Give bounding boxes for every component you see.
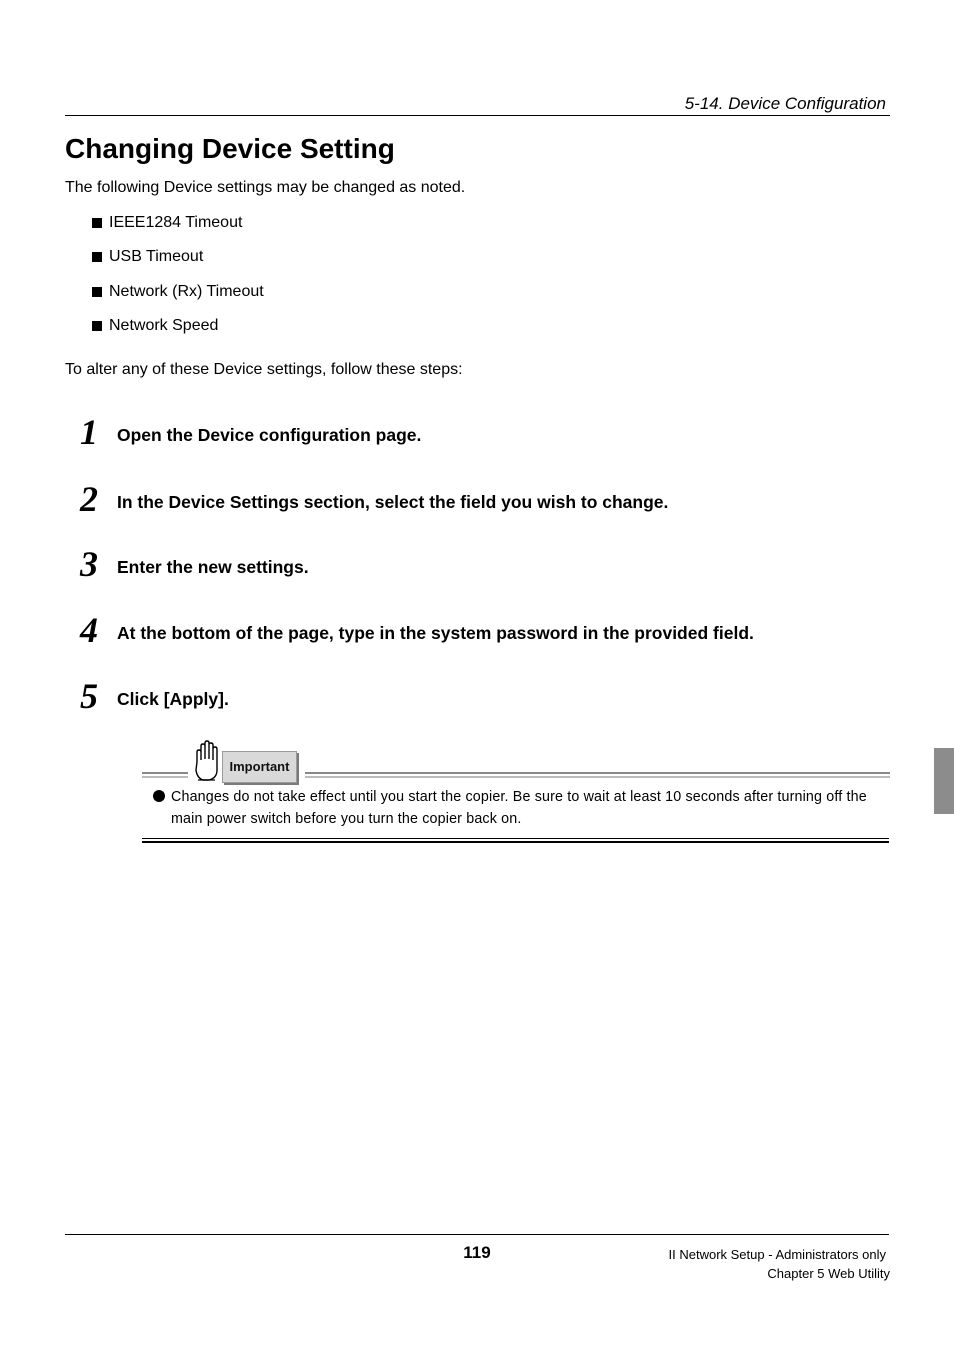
footer-chapter: Chapter 5 Web Utility [767,1266,890,1281]
list-item [92,281,264,315]
important-text: Changes do not take effect until you start the copier. Be sure to wait at least 10 seconds after turning off the main power switch before you turn the copier back on. [171,789,867,827]
page-number: 119 [463,1243,491,1262]
step-text: At the bottom of the page, type in the system password in the provided field. [117,623,754,643]
list-item-label: USB Timeout [109,248,204,266]
step-text: Click [Apply]. [117,689,229,709]
square-bullet-icon [92,252,102,262]
step-text: In the Device Settings section, select the field you wish to change. [117,492,669,512]
list-item [92,246,264,280]
round-bullet-icon [153,790,165,802]
step-number: 5 [80,676,98,716]
list-item [92,212,264,246]
chapter-tab [934,748,954,814]
divider [305,772,890,778]
footer-part: II Network Setup - Administrators only [668,1247,886,1262]
section-title: 5-14. Device Configuration [684,94,886,113]
important-note [142,738,890,848]
step-number: 1 [80,412,98,452]
section-header [65,92,890,116]
step-number: 3 [80,544,98,584]
square-bullet-icon [92,321,102,331]
hand-stop-icon [193,740,219,782]
footer-divider [65,1234,889,1235]
step-text: Enter the new settings. [117,557,309,577]
step-number: 2 [80,479,98,519]
steps-intro: To alter any of these Device settings, follow these steps: [65,361,463,378]
list-item-label: Network Speed [109,316,219,334]
list-item [92,315,264,349]
divider [142,838,889,843]
step-number: 4 [80,610,98,650]
page-title: Changing Device Setting [65,133,395,164]
list-item-label: Network (Rx) Timeout [109,282,264,300]
list-item-label: IEEE1284 Timeout [109,214,243,231]
settings-list [92,212,264,349]
step-text: Open the Device configuration page. [117,425,422,445]
divider [142,772,188,778]
important-label: Important [222,751,297,783]
intro-text: The following Device settings may be changed as noted. [65,179,466,196]
square-bullet-icon [92,218,102,228]
square-bullet-icon [92,287,102,297]
